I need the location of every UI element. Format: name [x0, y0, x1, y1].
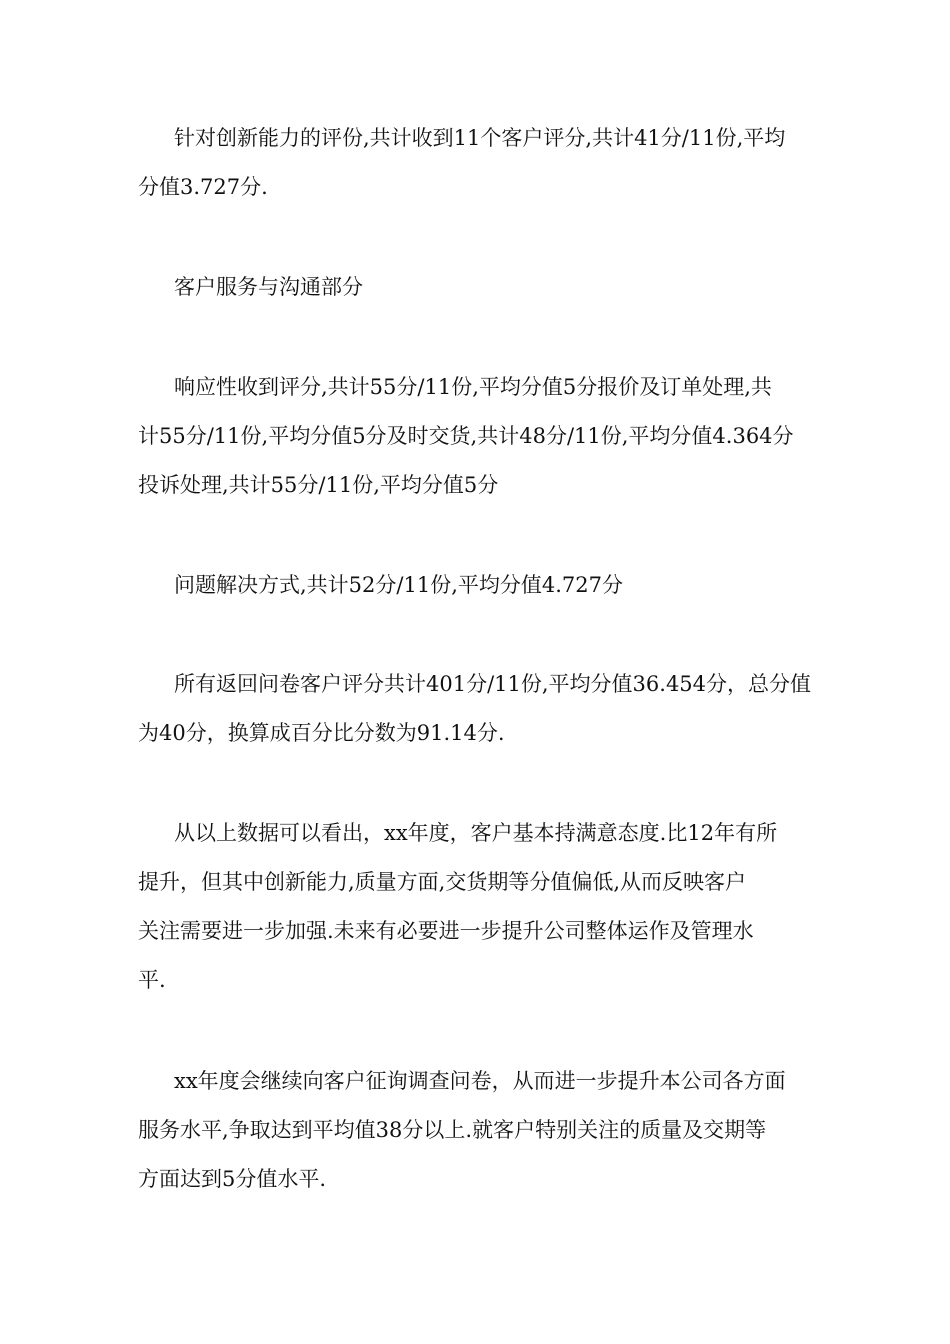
text-line: 为40分，换算成百分比分数为91.14分. — [138, 721, 505, 745]
paragraph-future-plan — [138, 1057, 822, 1204]
text-line: 平. — [138, 968, 166, 992]
text-line: 所有返回问卷客户评分共计401分/11份,平均分值36.454分，总分值 — [174, 672, 812, 696]
text-line: 投诉处理,共计55分/11份,平均分值5分 — [138, 473, 499, 497]
text-line: 从以上数据可以看出，xx年度，客户基本持满意态度.比12年有所 — [174, 821, 778, 845]
text-line: 关注需要进一步加强.未来有必要进一步提升公司整体运作及管理水 — [138, 919, 754, 943]
text-line: 问题解决方式,共计52分/11份,平均分值4.727分 — [174, 573, 623, 597]
paragraph-service-scores — [138, 363, 822, 510]
text-line: 针对创新能力的评份,共计收到11个客户评分,共计41分/11份,平均 — [174, 126, 786, 150]
paragraph-innovation-score — [138, 114, 822, 212]
text-line: 服务水平,争取达到平均值38分以上.就客户特别关注的质量及交期等 — [138, 1118, 767, 1142]
text-line: 响应性收到评分,共计55分/11份,平均分值5分报价及订单处理,共 — [174, 375, 772, 399]
paragraph-conclusion — [138, 809, 822, 1005]
text-line: 客户服务与沟通部分 — [174, 275, 363, 299]
text-line: 方面达到5分值水平. — [138, 1167, 327, 1191]
paragraph-total-score — [138, 660, 822, 758]
section-heading-customer-service — [138, 263, 822, 312]
text-line: 分值3.727分. — [138, 175, 268, 199]
paragraph-problem-solving — [138, 561, 822, 610]
text-line: 提升，但其中创新能力,质量方面,交货期等分值偏低,从而反映客户 — [138, 870, 747, 894]
text-line: xx年度会继续向客户征询调查问卷，从而进一步提升本公司各方面 — [174, 1069, 786, 1093]
text-line: 计55分/11份,平均分值5分及时交货,共计48分/11份,平均分值4.364分 — [138, 424, 794, 448]
